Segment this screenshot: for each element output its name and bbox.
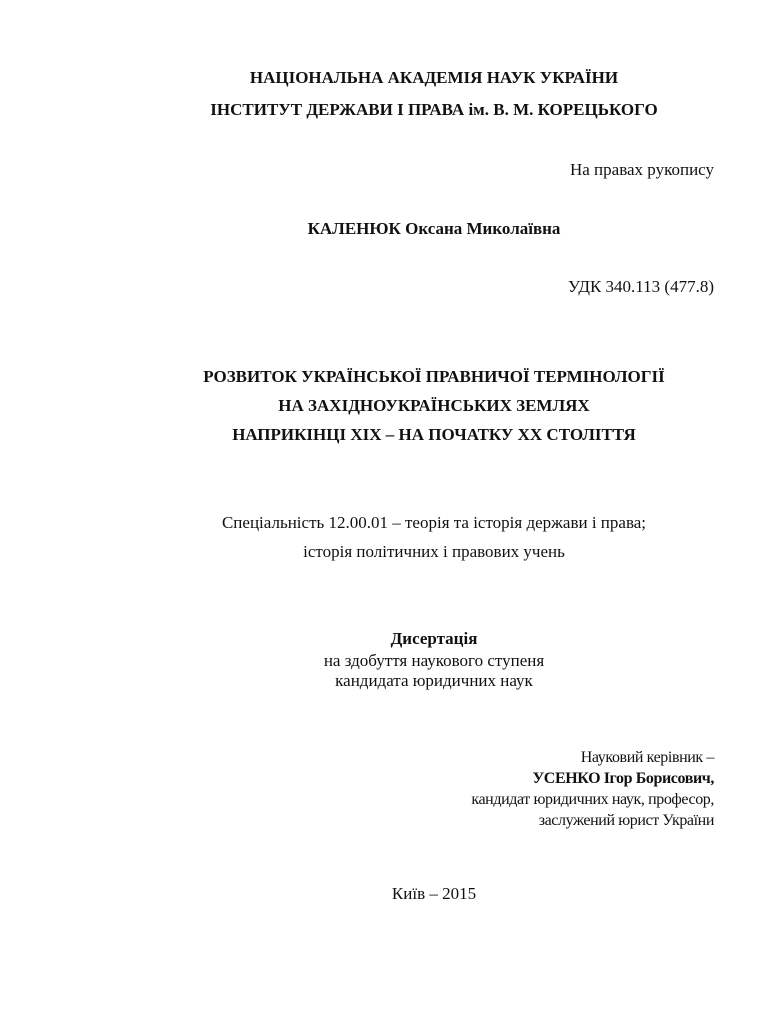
- specialty-line-1: Спеціальність 12.00.01 – теорія та історія держави і права;: [221, 513, 647, 532]
- udc-code: УДК 340.113 (477.8): [568, 277, 714, 296]
- title-line-1: РОЗВИТОК УКРАЇНСЬКОЇ ПРАВНИЧОЇ ТЕРМІНОЛОГІЇ: [203, 367, 665, 386]
- manuscript-note: На правах рукопису: [569, 160, 714, 179]
- dissertation-heading: Дисертація: [390, 629, 478, 648]
- supervisor-block: [471, 747, 714, 831]
- dissertation-line-1: на здобуття наукового ступеня: [323, 651, 545, 670]
- title-line-3: НАПРИКІНЦІ ХІХ – НА ПОЧАТКУ ХХ СТОЛІТТЯ: [232, 425, 636, 444]
- supervisor-title: заслужений юрист України: [538, 812, 714, 829]
- academy-name: НАЦІОНАЛЬНА АКАДЕМІЯ НАУК УКРАЇНИ: [249, 68, 619, 87]
- specialty-line-2: історія політичних і правових учень: [303, 542, 565, 561]
- supervisor-name: УСЕНКО Ігор Борисович,: [532, 770, 714, 787]
- author-name: КАЛЕНЮК Оксана Миколаївна: [307, 219, 561, 238]
- supervisor-degree: кандидат юридичних наук, професор,: [471, 791, 714, 808]
- title-line-2: НА ЗАХІДНОУКРАЇНСЬКИХ ЗЕМЛЯХ: [278, 396, 590, 415]
- place-year: Київ – 2015: [391, 884, 477, 903]
- supervisor-label: Науковий керівник –: [580, 749, 714, 766]
- institute-name: ІНСТИТУТ ДЕРЖАВИ І ПРАВА ім. В. М. КОРЕЦЬКОГО: [210, 100, 658, 119]
- dissertation-line-2: кандидата юридичних наук: [335, 671, 533, 690]
